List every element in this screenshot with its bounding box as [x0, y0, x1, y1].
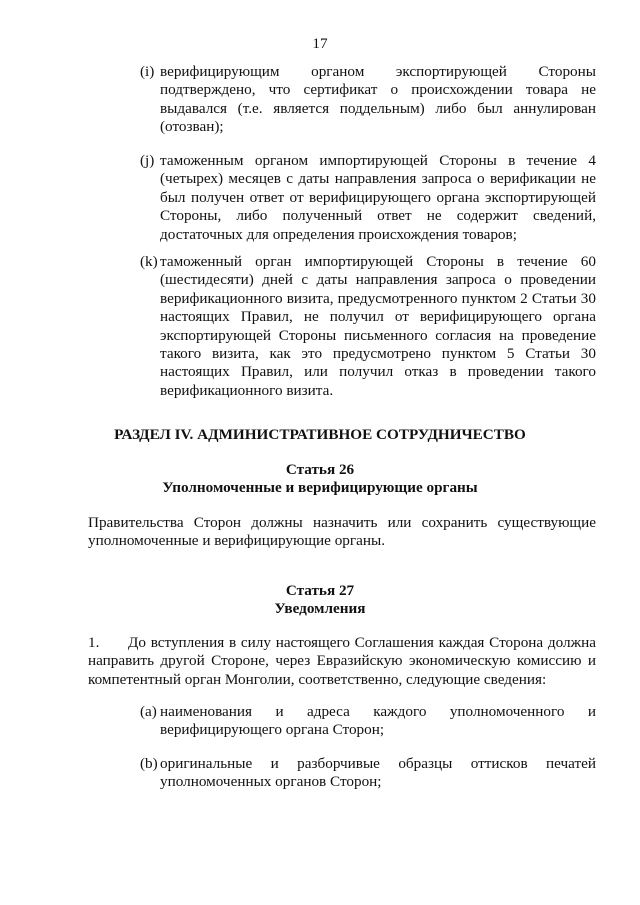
paragraph-number: 1.: [88, 634, 100, 651]
paragraph-text: До вступления в силу настоящего Соглашения каждая Сторона должна направить другой Стороне, через Евразийскую экономическую комиссию и компетентный орган Монголии, соответственно, следующие сведения:: [88, 634, 596, 688]
list-marker: (k): [140, 253, 158, 270]
list-item-text: оригинальные и разборчивые образцы оттисков печатей уполномоченных органов Сторон;: [160, 755, 596, 791]
article-27-paragraph: [88, 634, 596, 689]
list-item-a: [140, 703, 596, 740]
list-item-b: [140, 755, 596, 792]
list-item-text: таможенный орган импортирующей Стороны в течение 60 (шестидесяти) дней с даты направления запроса о проведении верификационного визита, предусмотренного пунктом 2 Статьи 30 настоящих Правил, не получил от верифицирующего органа экспортирующей Стороны письменного согласия на проведение такого визита, как это предусмотрено пунктом 5 Статьи 30 настоящих Правил, или получил отказ в проведении такого верификационного визита.: [160, 253, 596, 399]
article-26-number: Статья 26: [285, 461, 355, 478]
article-27-number: Статья 27: [285, 582, 355, 599]
page-number: 17: [312, 35, 328, 52]
list-marker: (i): [140, 63, 155, 80]
list-item-text: верифицирующим органом экспортирующей Стороны подтверждено, что сертификат о происхождении товара не выдавался (т.е. является поддельным) либо был аннулирован (отозван);: [160, 63, 596, 136]
list-marker: (j): [140, 152, 155, 169]
list-marker: (a): [140, 703, 157, 720]
list-item-i: [140, 63, 596, 137]
list-item-text: наименования и адреса каждого уполномоченного и верифицирующего органа Сторон;: [160, 703, 596, 739]
section-title: РАЗДЕЛ IV. АДМИНИСТРАТИВНОЕ СОТРУДНИЧЕСТВО: [114, 426, 526, 443]
list-item-text: таможенным органом импортирующей Стороны в течение 4 (четырех) месяцев с даты направления запроса о верификации не был получен ответ от верифицирующего органа экспортирующей Стороны, либо полученный ответ не содержит сведений, достаточных для определения происхождения товаров;: [160, 152, 596, 243]
article-26-title: Уполномоченные и верифицирующие органы: [162, 479, 478, 496]
article-26-text: Правительства Сторон должны назначить или сохранить существующие уполномоченные и верифицирующие органы.: [88, 514, 596, 550]
list-item-k: [140, 253, 596, 400]
article-27-title: Уведомления: [274, 600, 366, 617]
list-marker: (b): [140, 755, 158, 772]
list-item-j: [140, 152, 596, 244]
